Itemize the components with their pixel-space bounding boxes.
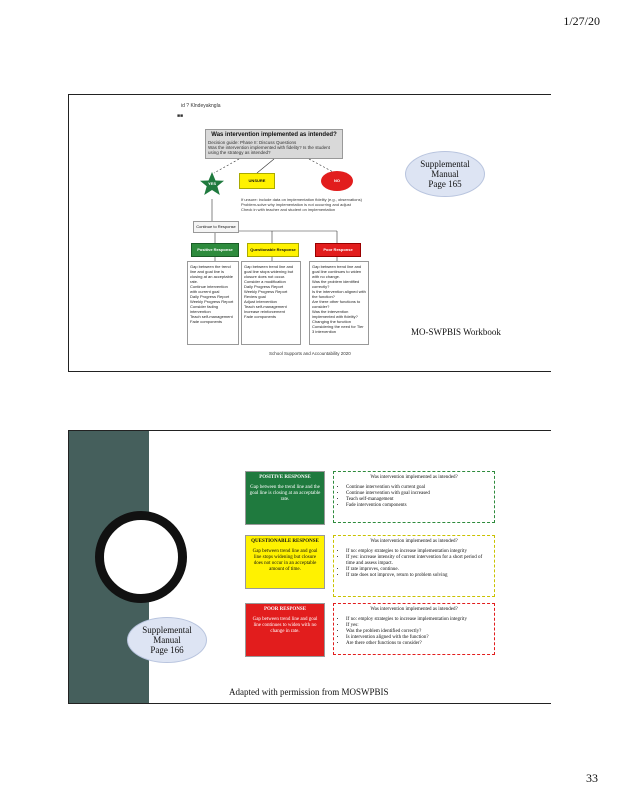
col-item: Increase reinforcement	[244, 309, 285, 314]
action-item: • Continue intervention with current goal	[346, 485, 490, 491]
positive-title: POSITIVE RESPONSE	[259, 475, 311, 480]
positive-response-label: Positive Response	[191, 243, 239, 257]
action-item: • Are there other functions to consider?	[346, 641, 490, 647]
questionable-body: Gap between trend line and goal line stops widening but closure does not occur in an acceptable amount of time.	[252, 549, 318, 572]
col-item: Consider a modification	[244, 279, 286, 284]
col-item: Was the intervention implemented with fidelity?	[312, 309, 358, 319]
slide-2	[68, 430, 551, 704]
poor-body: Gap between trend line and goal line continues to widen with no change in rate.	[252, 617, 318, 634]
questionable-title: QUESTIONABLE RESPONSE	[251, 539, 319, 544]
supp-line-3: Page 165	[428, 179, 462, 189]
action-item: • Fade intervention components	[346, 503, 490, 509]
poor-response-label: Poor Response	[315, 243, 361, 257]
col-item: Review goal	[244, 294, 266, 299]
supp-line-3: Page 166	[150, 645, 184, 655]
col-item: Daily Progress Report	[244, 284, 284, 289]
supp-line-2: Manual	[431, 169, 459, 179]
actions-question: Was intervention implemented as intended?	[370, 607, 458, 612]
col-item: Adjust intervention	[244, 299, 277, 304]
unsure-notes	[241, 197, 391, 212]
action-item: • Was the problem identified correctly?	[346, 629, 490, 635]
action-item: • If rate improves, continue.	[346, 567, 490, 573]
col-item: Considering the need for Tier 3 intervention	[312, 324, 364, 334]
col-item: Fade components	[244, 314, 277, 319]
supplemental-manual-badge	[405, 151, 485, 197]
positive-response-box	[245, 471, 325, 525]
page-number: 33	[586, 771, 598, 785]
supp-line-1: Supplemental	[420, 159, 470, 169]
action-item: • If no: employ strategies to increase implementation integrity	[346, 549, 490, 555]
action-item: • Continue intervention with goal increased	[346, 491, 490, 497]
questionable-actions-box	[333, 535, 495, 597]
poor-actions-box	[333, 603, 495, 655]
col-item: Fade components	[190, 319, 223, 324]
question-sub-1: Decision guide: Phase II: Discuss Questions	[208, 140, 297, 145]
supplemental-manual-badge	[127, 617, 207, 663]
questionable-response-box	[245, 535, 325, 589]
questionable-column	[241, 261, 301, 345]
supp-line-2: Manual	[153, 635, 181, 645]
action-item: • Teach self-management	[346, 497, 490, 503]
unsure-note: If unsure: include data on implementation fidelity (e.g., observations)	[241, 197, 362, 202]
poor-title: POOR RESPONSE	[263, 607, 307, 612]
positive-column	[187, 261, 239, 345]
col-item: Gap between the trend line and goal line is closing at an acceptable rate.	[190, 264, 233, 284]
question-sub-2: Was the intervention implemented with fidelity? Is the student using the strategy as intended?	[208, 145, 330, 155]
unsure-note: Check in with teacher and student on implementation	[241, 207, 336, 212]
slide-1	[68, 94, 551, 372]
positive-actions-box	[333, 471, 495, 523]
col-item: Gap between trend line and goal line stops widening but closure does not occur.	[244, 264, 294, 279]
slide-header-text: id ? Klndeyakngla	[181, 103, 221, 109]
col-item: Are there other functions to consider?	[312, 299, 361, 309]
questionable-response-label: Questionable Response	[247, 243, 299, 257]
supp-line-1: Supplemental	[142, 625, 192, 635]
col-item: Weekly Progress Report	[244, 289, 288, 294]
unsure-note: Problem-solve why implementation is not occurring and adjust	[241, 202, 351, 207]
date-stamp: 1/27/20	[563, 14, 600, 28]
col-item: Continue intervention with current goal	[190, 284, 228, 294]
no-oval: NO	[321, 171, 353, 191]
actions-question: Was intervention implemented as intended?	[370, 475, 458, 480]
slide-header-arrows: ■■	[177, 113, 184, 119]
col-item: Changing the function	[312, 319, 351, 324]
col-item: Teach self-management	[190, 314, 233, 319]
col-item: Consider fading intervention	[190, 304, 219, 314]
action-item: • If yes: increase intensity of current intervention for a short period of time and assess impact.	[346, 555, 490, 567]
actions-question: Was intervention implemented as intended?	[370, 539, 458, 544]
yes-label: YES	[207, 181, 216, 186]
question-title: Was intervention implemented as intended?	[211, 132, 337, 138]
adapted-credit: Adapted with permission from MOSWPBIS	[229, 687, 389, 697]
slide-footer: School Supports and Accountability 2020	[269, 351, 351, 356]
workbook-label: MO-SWPBIS Workbook	[411, 327, 501, 337]
col-item: Is the intervention aligned with the function?	[312, 289, 366, 299]
col-item: Weekly Progress Report	[190, 299, 234, 304]
action-item: • If yes:	[346, 623, 490, 629]
action-item: • If no: employ strategies to increase implementation integrity	[346, 617, 490, 623]
col-item: Teach self-management	[244, 304, 287, 309]
col-item: Was the problem identified correctly?	[312, 279, 360, 289]
circle-ring	[95, 511, 187, 603]
unsure-box: UNSURE	[239, 173, 275, 189]
action-item: • If rate does not improve, return to problem solving	[346, 573, 490, 579]
positive-body: Gap between the trend line and the goal line is closing at an acceptable rate.	[249, 485, 321, 502]
col-item: Gap between trend line and goal line continues to widen with no change.	[312, 264, 362, 279]
poor-column	[309, 261, 369, 345]
continue-box: Continue to Response	[193, 221, 239, 233]
col-item: Daily Progress Report	[190, 294, 230, 299]
poor-response-box	[245, 603, 325, 657]
action-item: • Is intervention aligned with the function?	[346, 635, 490, 641]
